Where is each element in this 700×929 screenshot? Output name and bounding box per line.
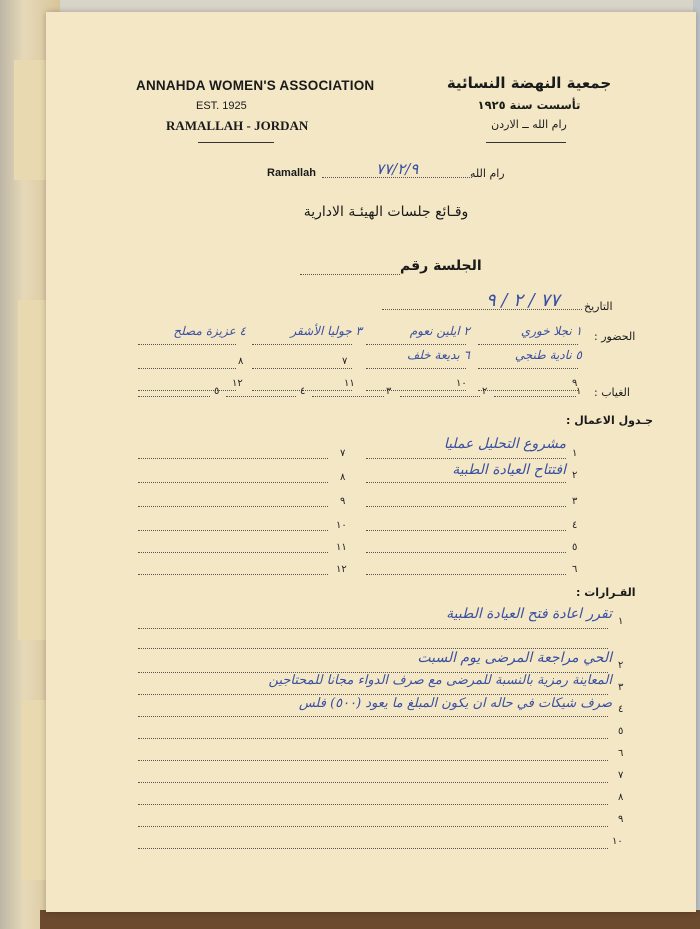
org-name-ar: جمعية النهضة النسائية: [446, 74, 612, 92]
resolution-number: ١: [618, 616, 624, 627]
agenda-line: [138, 458, 328, 459]
resolution-line: [138, 848, 608, 849]
agenda-number: ٥: [572, 542, 578, 553]
agenda-number: ١١: [336, 542, 347, 553]
resolution-text: تقرر اعادة فتح العيادة الطبية: [446, 606, 612, 622]
absence-label: الغياب :: [594, 386, 630, 399]
agenda-number: ١٢: [336, 564, 347, 575]
agenda-line: [366, 530, 566, 531]
slot-number: ٨: [238, 356, 244, 367]
agenda-line: [138, 530, 328, 531]
agenda-number: ٦: [572, 564, 578, 575]
date-value: ٧٧ / ٢ / ٩: [486, 290, 560, 311]
resolution-text: الحي مراجعة المرضى يوم السبت: [417, 650, 612, 666]
resolution-text: صرف شيكات في حاله ان يكون المبلغ ما يعود (٥٠٠) فلس: [298, 696, 612, 711]
place-label-ar: رام الله: [470, 167, 505, 180]
agenda-number: ٨: [340, 472, 346, 483]
agenda-line: [366, 506, 566, 507]
attendance-line: [252, 344, 352, 345]
resolution-line: [138, 826, 608, 827]
attendee: ٥ نادية طنجي: [514, 348, 582, 362]
absence-line: [226, 396, 296, 397]
header-rule: [198, 142, 274, 143]
resolution-number: ٤: [618, 704, 624, 715]
slot-number: ٩: [572, 378, 578, 389]
agenda-number: ٤: [572, 520, 578, 531]
attendance-line: [478, 368, 578, 369]
place-label-en: Ramallah: [267, 167, 316, 179]
torn-page-edge: [14, 60, 49, 180]
attendance-line: [478, 390, 578, 391]
resolution-number: ٥: [618, 726, 624, 737]
attendance-line: [366, 368, 466, 369]
header-rule: [486, 142, 566, 143]
attendee: ١ نجلا خوري: [520, 324, 582, 338]
resolutions-label: القـرارات :: [576, 586, 636, 599]
agenda-line: [138, 552, 328, 553]
document-page: [46, 12, 696, 912]
agenda-number: ٣: [572, 496, 578, 507]
agenda-line: [138, 482, 328, 483]
agenda-number: ٢: [572, 470, 578, 481]
book-cover-edge: [40, 910, 700, 929]
resolution-line: [138, 694, 608, 695]
absence-line: [312, 396, 384, 397]
absence-line: [494, 396, 576, 397]
attendee: ٢ ايلين نعوم: [409, 324, 470, 338]
org-name-en: ANNAHDA WOMEN'S ASSOCIATION: [136, 78, 375, 93]
agenda-number: ١٠: [336, 520, 347, 531]
resolution-line: [138, 716, 608, 717]
resolution-number: ٩: [618, 814, 624, 825]
agenda-line: [138, 506, 328, 507]
agenda-item: مشروع التحليل عمليا: [443, 436, 566, 452]
resolution-line: [138, 648, 608, 649]
slot-number: ١١: [344, 378, 355, 389]
agenda-line: [366, 574, 566, 575]
attendee: ٤ عزيزة مصلح: [173, 324, 246, 338]
session-label: الجلسة رقم: [400, 258, 482, 274]
slot-number: ٢: [482, 386, 488, 397]
est-ar: تأسست سنة ١٩٢٥: [477, 98, 581, 112]
agenda-number: ١: [572, 448, 578, 459]
resolution-line: [138, 782, 608, 783]
agenda-number: ٩: [340, 496, 346, 507]
attendance-line: [138, 368, 236, 369]
attendance-line: [138, 344, 236, 345]
agenda-line: [366, 458, 566, 459]
torn-page-edge: [22, 700, 49, 880]
attendance-line: [138, 390, 236, 391]
absence-line: [138, 396, 210, 397]
attendee: ٦ بديعة خلف: [406, 348, 470, 362]
attendee: ٣ جوليا الأشقر: [290, 324, 362, 338]
slot-number: ١٠: [456, 378, 467, 389]
slot-number: ١٢: [232, 378, 243, 389]
handwritten-date: ٧٧/٢/٩: [376, 160, 419, 178]
slot-number: ٥: [214, 386, 220, 397]
session-number-line: [300, 274, 400, 275]
resolution-number: ٧: [618, 770, 624, 781]
attendance-line: [252, 368, 352, 369]
resolution-line: [138, 760, 608, 761]
resolution-line: [138, 628, 608, 629]
agenda-item: افتتاح العيادة الطبية: [452, 462, 566, 478]
attendance-line: [366, 390, 466, 391]
agenda-line: [366, 482, 566, 483]
resolution-number: ٣: [618, 682, 624, 693]
attendance-label: الحضور :: [594, 330, 636, 343]
resolution-line: [138, 804, 608, 805]
slot-number: ٣: [386, 386, 392, 397]
resolution-number: ٢: [618, 660, 624, 671]
est-en: EST. 1925: [196, 100, 247, 112]
agenda-number: ٧: [340, 448, 346, 459]
resolution-number: ٦: [618, 748, 624, 759]
slot-number: ١: [576, 386, 582, 397]
attendance-line: [478, 344, 578, 345]
resolution-text: المعاينة رمزية بالنسبة للمرضى مع صرف الدواء مجانا للمحتاجين: [268, 673, 612, 688]
agenda-line: [366, 552, 566, 553]
attendance-line: [366, 344, 466, 345]
form-title: وقـائع جلسات الهيئـة الادارية: [303, 204, 469, 220]
city-ar: رام الله ــ الاردن: [491, 118, 567, 131]
torn-page-edge: [18, 300, 49, 640]
agenda-line: [138, 574, 328, 575]
resolution-line: [138, 738, 608, 739]
resolution-number: ١٠: [612, 836, 623, 847]
date-label: التاريخ: [584, 300, 613, 313]
agenda-label: جـدول الاعمال :: [566, 414, 654, 427]
absence-line: [400, 396, 480, 397]
resolution-number: ٨: [618, 792, 624, 803]
slot-number: ٤: [300, 386, 306, 397]
slot-number: ٧: [342, 356, 348, 367]
city-en: RAMALLAH - JORDAN: [166, 118, 309, 133]
